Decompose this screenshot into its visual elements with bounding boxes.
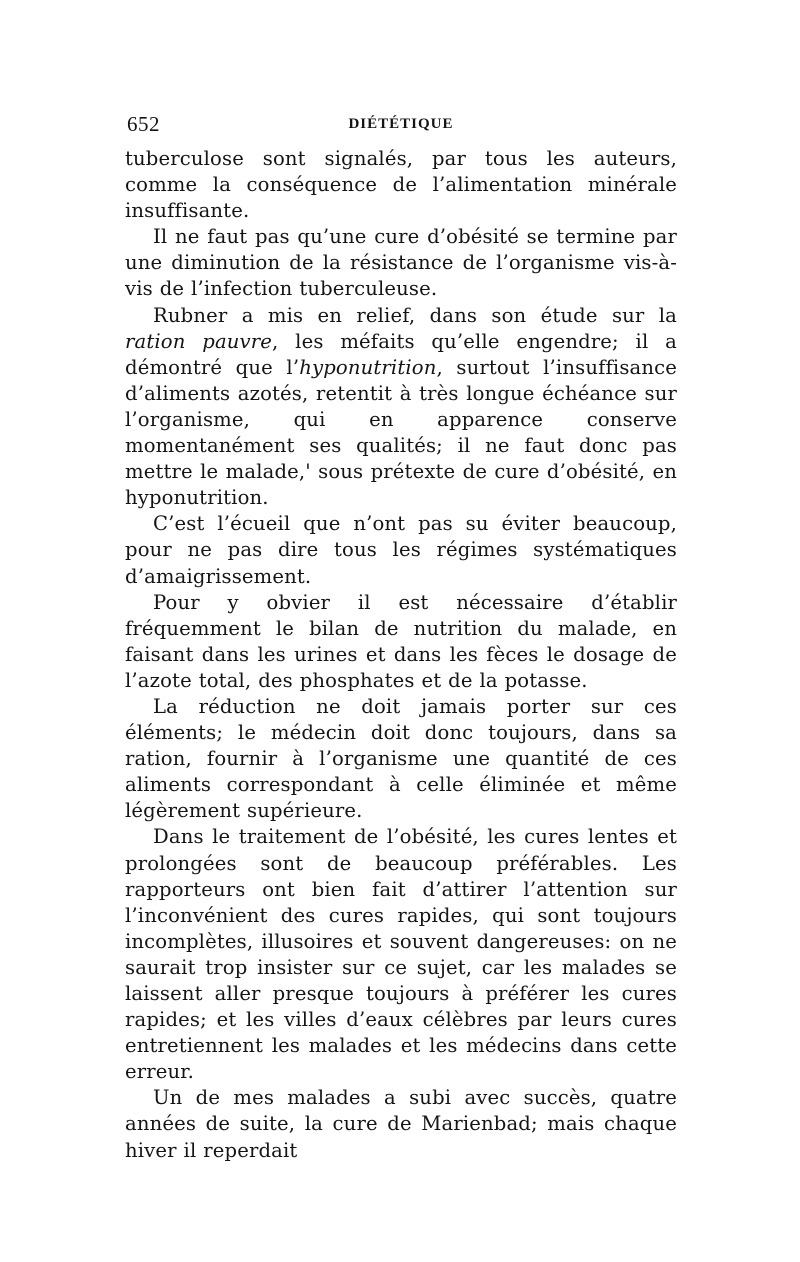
- italic-hyponutrition: hyponutrition: [299, 355, 437, 379]
- paragraph-obesity-cure: Il ne faut pas qu’une cure d’obésité se termine par une diminution de la résistance de l’organisme vis-à-vis de l’infection tuberculeuse.: [125, 225, 677, 301]
- paragraph-ecueil: C’est l’écueil que n’ont pas su éviter beaucoup, pour ne pas dire tous les régimes systématiques d’amaigrissement.: [125, 512, 677, 588]
- page-header: [125, 112, 677, 146]
- book-page: [125, 112, 677, 1164]
- paragraph-rubner-part2: , les méfaits qu’elle engendre; il a démontré que l’: [125, 329, 677, 379]
- paragraph-reduction: La réduction ne doit jamais porter sur ces éléments; le médecin doit donc toujours, dans sa ration, fournir à l’organisme une quantité de ces aliments correspondant à celle éliminée et même légèrement supérieure.: [125, 694, 677, 823]
- italic-ration-pauvre: ration pauvre: [125, 329, 273, 353]
- page-number: 652: [127, 112, 160, 136]
- paragraph-rubner-part1: Rubner a mis en relief, dans son étude sur la: [153, 303, 677, 327]
- paragraph-bilan-nutrition: Pour y obvier il est nécessaire d’établir fréquemment le bilan de nutrition du malade, en faisant dans les urines et dans les fèces le dosage de l’azote total, des phosphates et de la potasse.: [125, 590, 677, 692]
- running-head: DIÉTÉTIQUE: [348, 116, 454, 132]
- paragraph-continuation: tuberculose sont signalés, par tous les auteurs, comme la conséquence de l’alimentation minérale insuffisante.: [125, 147, 677, 223]
- paragraph-cures-lentes: Dans le traitement de l’obésité, les cures lentes et prolongées sont de beaucoup préférables. Les rapporteurs ont bien fait d’attirer l’attention sur l’inconvénient des cures rapides, qui sont toujours incomplètes, illusoires et souvent dangereuses: on ne saurait trop insister sur ce sujet, car les malades se laissent aller presque toujours à préférer les cures rapides; et les villes d’eaux célèbres par leurs cures entretiennent les malades et les médecins dans cette erreur.: [125, 825, 677, 1084]
- body-text: [125, 146, 677, 1164]
- paragraph-rubner: [125, 303, 677, 512]
- paragraph-marienbad: Un de mes malades a subi avec succès, quatre années de suite, la cure de Marienbad; mais chaque hiver il reperdait: [125, 1086, 677, 1162]
- paragraph-rubner-part3: , surtout l’insuffisance d’aliments azotés, retentit à très longue échéance sur l’organisme, qui en apparence conserve momentanément ses qualités; il ne faut donc pas mettre le malade,' sous prétexte de cure d’obésité, en hyponutrition.: [125, 355, 677, 510]
